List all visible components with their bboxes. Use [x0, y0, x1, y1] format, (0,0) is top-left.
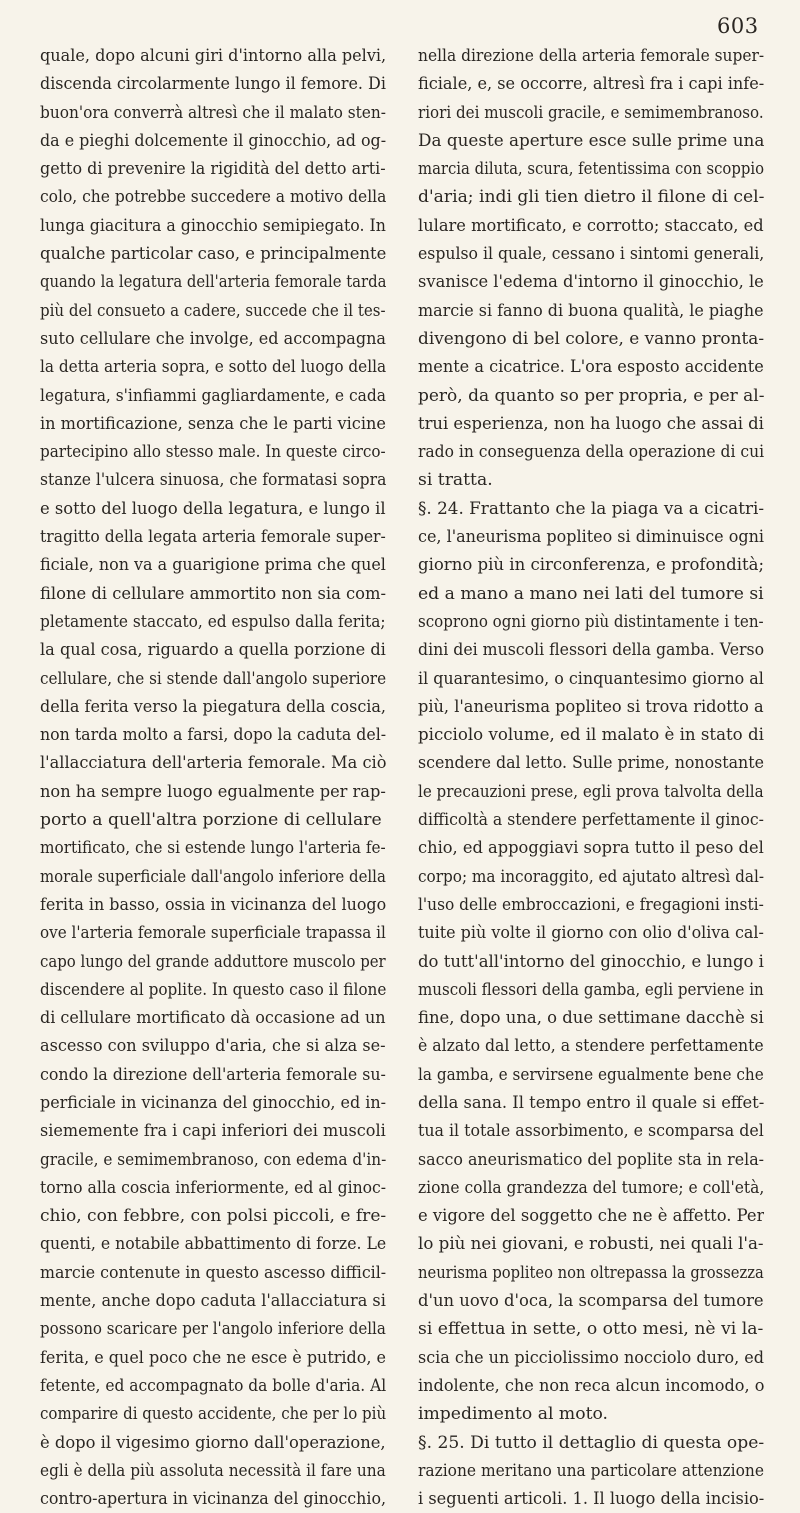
text-line: ficiale, e, se occorre, altresì fra i capi infe-: [418, 74, 764, 95]
text-line: e vigore del soggetto che ne è affetto. Per: [418, 1206, 764, 1227]
text-line: razione meritano una particolare attenzione: [418, 1460, 764, 1481]
text-line: di cellulare mortificato dà occasione ad un: [40, 1008, 386, 1029]
text-line: filone di cellulare ammortito non sia com-: [40, 583, 386, 604]
text-line: tua il totale assorbimento, e scomparsa del: [418, 1121, 764, 1142]
text-line: condo la direzione dell'arteria femorale su-: [40, 1064, 386, 1085]
text-line: riori dei muscoli gracile, e semimembranoso.: [418, 102, 764, 123]
text-line: svanisce l'edema d'intorno il ginocchio, le: [418, 272, 764, 293]
text-line: espulso il quale, cessano i sintomi generali,: [418, 244, 764, 265]
text-line: contro-apertura in vicinanza del ginocchio,: [40, 1489, 386, 1510]
text-line: gracile, e semimembranoso, con edema d'in-: [40, 1149, 386, 1170]
text-line: picciolo volume, ed il malato è in stato di: [418, 725, 764, 746]
text-line: scia che un picciolissimo nocciolo duro, ed: [418, 1347, 764, 1368]
text-line: indolente, che non reca alcun incomodo, o: [418, 1375, 764, 1396]
text-line: fetente, ed accompagnato da bolle d'aria. Al: [40, 1375, 386, 1396]
text-line: quenti, e notabile abbattimento di forze. Le: [40, 1234, 386, 1255]
text-line: marcia diluta, scura, fetentissima con scoppio: [418, 159, 764, 180]
text-line: discenda circolarmente lungo il femore. Di: [40, 74, 386, 95]
text-line: più, l'aneurisma popliteo si trova ridotto a: [418, 696, 764, 717]
text-line: zione colla grandezza del tumore; e coll'età,: [418, 1177, 764, 1198]
text-line: è dopo il vigesimo giorno dall'operazione,: [40, 1432, 386, 1453]
text-line: nella direzione della arteria femorale super-: [418, 46, 764, 66]
text-line: ascesso con sviluppo d'aria, che si alza se-: [40, 1036, 386, 1057]
text-line: legatura, s'infiammi gagliardamente, e cada: [40, 385, 386, 406]
text-line: impedimento al moto.: [418, 1404, 608, 1425]
text-line: la qual cosa, riguardo a quella porzione di: [40, 640, 386, 661]
text-line: marcie si fanno di buona qualità, le piaghe: [418, 300, 764, 321]
text-line: difficoltà a stendere perfettamente il ginoc-: [418, 810, 764, 831]
text-line: getto di prevenire la rigidità del detto arti-: [40, 159, 386, 180]
text-line: il quarantesimo, o cinquantesimo giorno al: [418, 668, 764, 689]
text-line: si effettua in sette, o otto mesi, nè vi la-: [418, 1319, 764, 1340]
text-line: ce, l'aneurisma popliteo si diminuisce ogni: [418, 527, 764, 548]
text-line: rado in conseguenza della operazione di cui: [418, 442, 764, 463]
text-line: perficiale in vicinanza del ginocchio, ed in-: [40, 1092, 386, 1113]
text-line: si tratta.: [418, 470, 493, 491]
text-line: §. 24. Frattanto che la piaga va a cicatri-: [418, 498, 764, 519]
text-line: la detta arteria sopra, e sotto del luogo della: [40, 357, 386, 378]
text-line: l'uso delle embroccazioni, e fregagioni insti-: [418, 894, 764, 915]
text-line: egli è della più assoluta necessità il fare una: [40, 1460, 386, 1481]
text-line: torno alla coscia inferiormente, ed al ginoc-: [40, 1177, 386, 1198]
text-line: comparire di questo accidente, che per lo più: [40, 1404, 386, 1425]
text-line: buon'ora converrà altresì che il malato sten-: [40, 102, 386, 123]
text-line: lunga giacitura a ginocchio semipiegato. In: [40, 215, 386, 236]
text-line: ferita in basso, ossia in vicinanza del luogo: [40, 894, 386, 915]
text-line: è alzato dal letto, a stendere perfettamente: [418, 1036, 764, 1057]
text-line: discendere al poplite. In questo caso il filone: [40, 979, 386, 1000]
text-line: §. 25. Di tutto il dettaglio di questa ope-: [418, 1432, 764, 1453]
text-line: pletamente staccato, ed espulso dalla ferita;: [40, 611, 386, 632]
text-line: morale superficiale dall'angolo inferiore della: [40, 866, 386, 887]
text-line: tuite più volte il giorno con olio d'oliva cal-: [418, 923, 764, 944]
text-line: quando la legatura dell'arteria femorale tarda: [40, 272, 386, 293]
text-line: le precauzioni prese, egli prova talvolta della: [418, 781, 764, 802]
text-line: sacco aneurismatico del poplite sta in rela-: [418, 1149, 764, 1170]
text-line: i seguenti articoli. 1. Il luogo della incisio-: [418, 1489, 764, 1510]
text-line: partecipino allo stesso male. In queste circo-: [40, 442, 386, 463]
text-line: possono scaricare per l'angolo inferiore della: [40, 1319, 386, 1340]
text-line: mente a cicatrice. L'ora esposto accidente: [418, 357, 764, 378]
text-line: ficiale, non va a guarigione prima che quel: [40, 555, 386, 576]
text-line: non ha sempre luogo egualmente per rap-: [40, 781, 386, 802]
text-line: divengono di bel colore, e vanno pronta-: [418, 328, 764, 349]
text-line: chio, ed appoggiavi sopra tutto il peso del: [418, 838, 764, 859]
text-line: stanze l'ulcera sinuosa, che formatasi sopra: [40, 470, 386, 491]
text-line: suto cellulare che involge, ed accompagna: [40, 328, 386, 349]
text-line: neurisma popliteo non oltrepassa la grossezza: [418, 1262, 764, 1283]
text-line: Da queste aperture esce sulle prime una: [418, 130, 764, 151]
text-line: do tutt'all'intorno del ginocchio, e lungo i: [418, 951, 764, 972]
text-line: d'un uovo d'oca, la scomparsa del tumore: [418, 1291, 764, 1312]
text-line: della ferita verso la piegatura della coscia,: [40, 696, 386, 717]
text-line: chio, con febbre, con polsi piccoli, e fre-: [40, 1206, 386, 1227]
text-line: lo più nei giovani, e robusti, nei quali l'a-: [418, 1234, 764, 1255]
text-line: della sana. Il tempo entro il quale si effet-: [418, 1092, 764, 1113]
text-line: muscoli flessori della gamba, egli perviene in: [418, 979, 764, 1000]
text-line: mortificato, che si estende lungo l'arteria fe-: [40, 838, 386, 859]
page-number: 603: [717, 14, 759, 38]
text-line: lulare mortificato, e corrotto; staccato, ed: [418, 215, 764, 236]
text-line: qualche particolar caso, e principalmente: [40, 244, 386, 265]
text-line: fine, dopo una, o due settimane dacchè si: [418, 1008, 764, 1029]
text-line: non tarda molto a farsi, dopo la caduta del-: [40, 725, 386, 746]
text-line: d'aria; indi gli tien dietro il filone di cel-: [418, 187, 764, 208]
text-line: da e pieghi dolcemente il ginocchio, ad og-: [40, 130, 386, 151]
right-text-column: [418, 42, 764, 1513]
text-line: ed a mano a mano nei lati del tumore si: [418, 583, 764, 604]
text-line: cellulare, che si stende dall'angolo superiore: [40, 668, 386, 689]
text-line: la gamba, e servirsene egualmente bene che: [418, 1064, 764, 1085]
text-line: scoprono ogni giorno più distintamente i ten-: [418, 611, 764, 632]
text-line: siememente fra i capi inferiori dei muscoli: [40, 1121, 386, 1142]
left-text-column: [40, 42, 386, 1513]
text-line: in mortificazione, senza che le parti vicine: [40, 413, 386, 434]
text-line: l'allacciatura dell'arteria femorale. Ma ciò: [40, 753, 386, 774]
text-line: e sotto del luogo della legatura, e lungo il: [40, 498, 386, 519]
text-line: scendere dal letto. Sulle prime, nonostante: [418, 753, 764, 774]
text-line: ove l'arteria femorale superficiale trapassa il: [40, 923, 386, 944]
text-line: corpo; ma incoraggito, ed ajutato altresì dal-: [418, 866, 764, 887]
text-line: tragitto della legata arteria femorale super-: [40, 527, 386, 548]
text-line: dini dei muscoli flessori della gamba. Verso: [418, 640, 764, 661]
text-line: giorno più in circonferenza, e profondità;: [418, 555, 764, 576]
text-line: però, da quanto so per propria, e per al-: [418, 385, 764, 406]
text-line: marcie contenute in questo ascesso difficil-: [40, 1262, 386, 1283]
text-line: quale, dopo alcuni giri d'intorno alla pelvi,: [40, 46, 386, 66]
text-line: ferita, e quel poco che ne esce è putrido, e: [40, 1347, 386, 1368]
text-line: porto a quell'altra porzione di cellulare: [40, 810, 382, 831]
text-line: trui esperienza, non ha luogo che assai di: [418, 413, 764, 434]
text-line: capo lungo del grande adduttore muscolo per: [40, 951, 386, 972]
text-line: più del consueto a cadere, succede che il tes-: [40, 300, 386, 321]
text-line: colo, che potrebbe succedere a motivo della: [40, 187, 386, 208]
text-line: mente, anche dopo caduta l'allacciatura si: [40, 1291, 386, 1312]
